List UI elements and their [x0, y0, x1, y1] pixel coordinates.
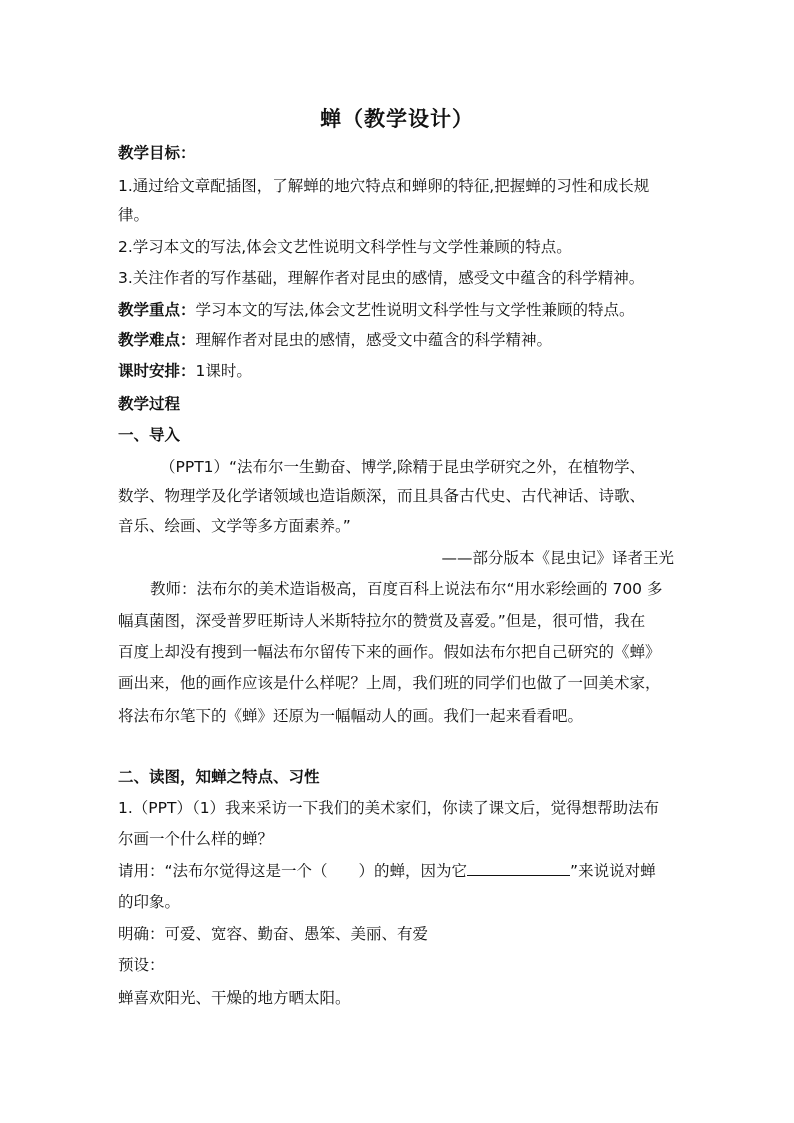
teacher-line-4: 画出来，他的画作应该是什么样呢？上周，我们班的同学们也做了一回美术家， — [118, 674, 661, 692]
key-point-row — [118, 299, 634, 321]
teacher-line-2: 幅真菌图，深受普罗旺斯诗人米斯特拉尔的赞赏及喜爱。”但是，很可惜，我在 — [118, 612, 646, 630]
key-point-label: 教学重点： — [118, 301, 196, 319]
objective-1-line-1: 1.通过给文章配插图，了解蝉的地穴特点和蝉卵的特征,把握蝉的习性和成长规 — [118, 177, 650, 195]
prompt-part-2: ”来说说对蝉 — [570, 862, 656, 880]
preset-label: 预设： — [118, 956, 165, 974]
schedule-text: 1课时。 — [195, 362, 252, 380]
clarify-line: 明确：可爱、宽容、勤奋、愚笨、美丽、有爱 — [118, 925, 429, 943]
difficulty-row — [118, 329, 552, 351]
objective-2: 2.学习本文的写法,体会文艺性说明文科学性与文学性兼顾的特点。 — [118, 238, 572, 256]
objective-3: 3.关注作者的写作基础，理解作者对昆虫的感情，感受文中蕴含的科学精神。 — [118, 269, 645, 287]
quote-line-1: （PPT1）“法布尔一生勤奋、博学,除精于昆虫学研究之外，在植物学、 — [160, 458, 645, 476]
teacher-line-1: 教师：法布尔的美术造诣极高，百度百科上说法布尔“用水彩绘画的 700 多 — [150, 580, 663, 598]
quote-attribution: ——部分版本《昆虫记》译者王光 — [441, 549, 674, 567]
process-heading: 教学过程 — [118, 395, 181, 413]
key-point-text: 学习本文的写法,体会文艺性说明文科学性与文学性兼顾的特点。 — [195, 301, 635, 319]
question-line-1: 1.（PPT）（1）我来采访一下我们的美术家们，你读了课文后，觉得想帮助法布 — [118, 799, 660, 817]
teacher-line-3: 百度上却没有搜到一幅法布尔留传下来的画作。假如法布尔把自己研究的《蝉》 — [118, 643, 661, 661]
objective-1-line-2: 律。 — [118, 206, 150, 224]
prompt-line-2: 的印象。 — [118, 893, 181, 911]
quote-line-3: 音乐、绘画、文学等多方面素养。” — [118, 517, 351, 535]
difficulty-label: 教学难点： — [118, 331, 196, 349]
objectives-heading: 教学目标： — [118, 144, 196, 162]
schedule-label: 课时安排： — [118, 362, 196, 380]
example-line: 蝉喜欢阳光、干燥的地方晒太阳。 — [118, 989, 351, 1007]
quote-line-2: 数学、物理学及化学诸领域也造诣颇深，而且具备古代史、古代神话、诗歌、 — [118, 487, 646, 505]
difficulty-text: 理解作者对昆虫的感情，感受文中蕴含的科学精神。 — [195, 331, 553, 349]
prompt-row — [118, 860, 656, 882]
section-2-heading: 二、读图，知蝉之特点、习性 — [118, 768, 320, 786]
page-title: 蝉（教学设计） — [320, 107, 474, 131]
fill-in-blank — [467, 861, 570, 876]
question-line-2: 尔画一个什么样的蝉？ — [118, 830, 274, 848]
prompt-part-1: 请用：“法布尔觉得这是一个（ ）的蝉，因为它 — [118, 862, 468, 880]
teacher-line-5: 将法布尔笔下的《蝉》还原为一幅幅动人的画。我们一起来看看吧。 — [118, 707, 584, 725]
section-1-heading: 一、导入 — [118, 426, 181, 444]
schedule-row — [118, 360, 252, 382]
